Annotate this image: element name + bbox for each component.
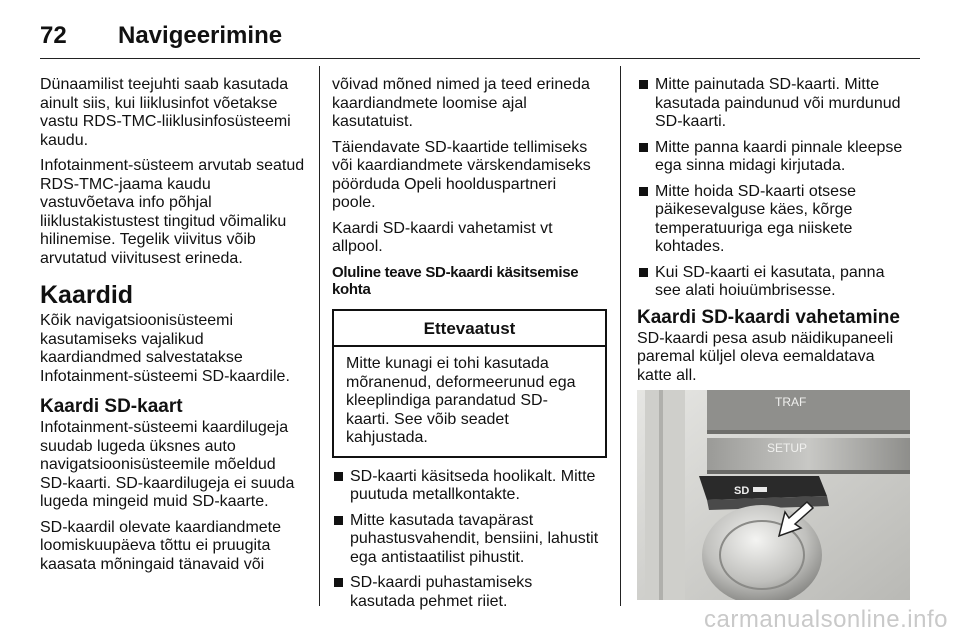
column-2 — [332, 76, 607, 618]
list-item: Kui SD-kaarti ei kasutata, panna see alati hoiuümbrisesse. — [637, 264, 907, 301]
paragraph-see-below: Kaardi SD-kaardi vahetamist vt allpool. — [332, 219, 553, 255]
list-item: Mitte hoida SD-kaarti otsese päikesevalguse käes, kõrge temperatuuriga ega niiskete kohtades. — [637, 183, 907, 257]
paragraph-map-date: SD-kaardil olevate kaardiandmete loomiskuupäeva tõttu ei pruugita kaasata mõningaid tänavaid või — [40, 518, 282, 573]
section-title: Navigeerimine — [118, 22, 283, 49]
column-divider-1 — [319, 66, 320, 606]
column-1 — [40, 76, 308, 581]
square-bullet-icon — [639, 80, 648, 89]
list-item: SD-kaardi puhastamiseks kasutada pehmet riiet. — [332, 574, 607, 611]
sd-slot-photo — [637, 390, 910, 600]
paragraph-dynamic-guidance: Dünaamilist teejuhti saab kasutada ainult siis, kui liiklusinfot võetakse vastu RDS-TMC-liiklusinfosüsteemi kaudu. — [40, 76, 291, 149]
caution-title: Ettevaatust — [334, 311, 605, 348]
paragraph-delay-calculation: Infotainment-süsteem arvutab seatud RDS-TMC-jaama kaudu vastuvõetava info põhjal liiklustakistustest tingitud võimaliku hilinemise. Tegelik viivitus võib arvutatud viivitusest erineda. — [40, 157, 305, 267]
heading-sd-kaart: Kaardi SD-kaart — [40, 396, 183, 417]
list-item: Mitte painutada SD-kaarti. Mitte kasutada paindunud või murdunud SD-kaarti. — [637, 76, 907, 132]
column-divider-2 — [620, 66, 621, 606]
page-number: 72 — [40, 22, 67, 49]
watermark: carmanualsonline.info — [704, 606, 948, 633]
heading-important-info: Oluline teave SD-kaardi käsitsemise kohta — [332, 263, 579, 298]
header-divider — [40, 58, 920, 59]
paragraph-card-reader: Infotainment-süsteemi kaardilugeja suudab lugeda üksnes auto navigatsioonisüsteemile mõeldud SD-kaarti. SD-kaardilugeja ei suuda lugeda mingeid muid SD-kaarte. — [40, 419, 295, 510]
sd-card-icon: SD — [734, 485, 750, 497]
care-list — [637, 76, 907, 301]
square-bullet-icon — [639, 187, 648, 196]
paragraph-names-differ: võivad mõned nimed ja teed erineda kaardiandmete loomise ajal kasutatuist. — [332, 76, 590, 130]
paragraph-order-cards: Täiendavate SD-kaartide tellimiseks või kaardiandmete värskendamiseks pöörduda Opeli hoolduspartneri poole. — [332, 138, 591, 211]
list-item: Mitte kasutada tavapärast puhastusvahendit, bensiini, lahustit ega antistaatilist pihustit. — [332, 512, 607, 568]
caution-text: Mitte kunagi ei tohi kasutada mõranenud, deformeerunud ega kleeplindiga parandatud SD- kaarti. See võib seadet kahjustada. — [346, 355, 576, 446]
page-header — [40, 16, 282, 56]
square-bullet-icon — [334, 472, 343, 481]
heading-kaardid: Kaardid — [40, 281, 134, 309]
square-bullet-icon — [334, 578, 343, 587]
square-bullet-icon — [639, 268, 648, 277]
square-bullet-icon — [334, 516, 343, 525]
column-3 — [637, 76, 907, 392]
paragraph-map-data: Kõik navigatsioonisüsteemi kasutamiseks vajalikud kaardiandmed salvestatakse Infotainment-süsteemi SD-kaardile. — [40, 312, 290, 385]
handling-list — [332, 468, 607, 612]
traf-label: TRAF — [775, 395, 807, 409]
caution-box — [332, 309, 607, 458]
list-item: SD-kaarti käsitseda hoolikalt. Mitte puutuda metallkontakte. — [332, 468, 607, 505]
setup-label: SETUP — [767, 441, 808, 455]
heading-replace-card: Kaardi SD-kaardi vahetamine — [637, 306, 900, 328]
list-item: Mitte panna kaardi pinnale kleepse ega sinna midagi kirjutada. — [637, 139, 907, 176]
square-bullet-icon — [639, 143, 648, 152]
paragraph-slot-location: SD-kaardi pesa asub näidikupaneeli paremal küljel oleva eemaldatava katte all. — [637, 329, 894, 384]
